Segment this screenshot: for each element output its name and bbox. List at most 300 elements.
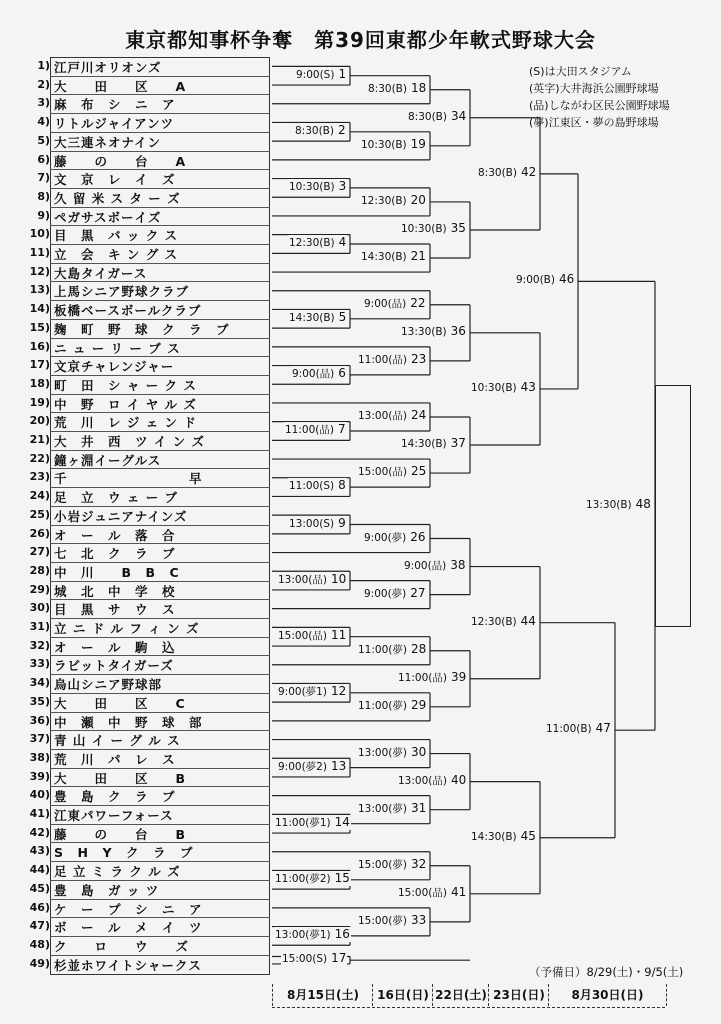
team-number: 16) bbox=[29, 339, 50, 353]
match-time: 8:30(B) bbox=[295, 124, 334, 137]
team-number: 1) bbox=[37, 59, 50, 72]
row-divider bbox=[50, 712, 270, 713]
match-label bbox=[363, 586, 427, 601]
team-number: 17) bbox=[29, 358, 50, 372]
match-label bbox=[288, 310, 347, 324]
row-divider bbox=[50, 263, 270, 264]
row-divider bbox=[50, 487, 270, 488]
team-name: 中 瀬 中 野 球 部 bbox=[54, 714, 203, 730]
team-name: 大 田 区 C bbox=[54, 695, 186, 711]
team-number: 18) bbox=[29, 376, 50, 390]
row-divider bbox=[50, 450, 270, 451]
team-number: 44) bbox=[29, 863, 50, 877]
team-name: 立 ニ ド ル フ ィ ン ズ bbox=[54, 621, 200, 636]
match-number: 36 bbox=[450, 323, 466, 338]
match-number: 3 bbox=[338, 178, 347, 193]
row-divider bbox=[50, 113, 270, 114]
match-number: 30 bbox=[410, 744, 427, 759]
match-label bbox=[360, 249, 427, 263]
team-name: 豊 島 ク ラ ブ bbox=[54, 789, 176, 805]
team-name: 城 北 中 学 校 bbox=[54, 583, 176, 599]
match-time: 9:00(品) bbox=[292, 367, 335, 380]
legend-line: (S)は大田スタジアム bbox=[529, 65, 632, 78]
team-number: 20) bbox=[29, 414, 50, 428]
match-label bbox=[400, 221, 467, 235]
team-name: 青 山 イ ー グ ル ス bbox=[54, 733, 181, 749]
champion-box bbox=[655, 385, 691, 627]
row-divider bbox=[50, 749, 270, 750]
row-divider bbox=[50, 468, 270, 469]
match-time: 9:00(夢2) bbox=[278, 760, 327, 773]
match-time: 12:30(B) bbox=[289, 237, 335, 249]
match-time: 15:00(夢) bbox=[358, 914, 407, 927]
match-number: 14 bbox=[334, 814, 350, 829]
match-number: 16 bbox=[334, 926, 350, 941]
match-label bbox=[545, 721, 612, 735]
match-label bbox=[277, 572, 347, 587]
team-name: ラビットタイガーズ bbox=[54, 658, 174, 674]
match-label bbox=[274, 815, 351, 830]
row-divider bbox=[50, 244, 270, 245]
match-label bbox=[274, 871, 351, 886]
row-divider bbox=[50, 412, 270, 413]
match-label bbox=[357, 464, 427, 479]
team-name: 江戸川オリオンズ bbox=[54, 60, 162, 75]
team-name: 中 野 ロ イ ヤ ル ズ bbox=[54, 396, 197, 412]
row-divider bbox=[50, 637, 270, 638]
team-name: 豊 島 ガ ッ ツ bbox=[54, 882, 160, 898]
match-label bbox=[363, 296, 427, 311]
match-number: 45 bbox=[520, 828, 536, 843]
match-time: 10:30(B) bbox=[401, 222, 447, 235]
match-time: 9:00(夢) bbox=[364, 531, 407, 544]
row-divider bbox=[50, 394, 270, 395]
match-time: 11:00(夢2) bbox=[275, 872, 331, 885]
match-number: 48 bbox=[635, 496, 651, 511]
match-time: 8:30(B) bbox=[408, 110, 447, 123]
match-number: 19 bbox=[410, 136, 426, 151]
match-label bbox=[281, 951, 347, 965]
team-number: 30) bbox=[29, 601, 50, 615]
match-time: 11:00(夢) bbox=[358, 699, 407, 712]
match-time: 10:30(B) bbox=[361, 138, 407, 151]
page-title: 東京都知事杯争奪 第39回東都少年軟式野球大会 bbox=[125, 28, 596, 52]
row-divider bbox=[50, 824, 270, 825]
reserve-days: （予備日）8/29(土)・9/5(土) bbox=[529, 965, 684, 979]
row-divider bbox=[50, 525, 270, 526]
team-number: 14) bbox=[29, 302, 50, 316]
row-divider bbox=[50, 281, 270, 282]
match-number: 42 bbox=[520, 164, 537, 179]
team-name: ク ロ ウ ズ bbox=[54, 938, 190, 954]
row-divider bbox=[50, 599, 270, 600]
team-name: 荒 川 レ ジ ェ ン ド bbox=[54, 415, 197, 431]
match-time: 11:00(夢) bbox=[358, 643, 407, 656]
team-name: 立 会 キ ン グ ス bbox=[54, 247, 179, 262]
match-time: 15:00(品) bbox=[398, 886, 447, 899]
match-number: 22 bbox=[410, 295, 426, 310]
match-label bbox=[277, 684, 347, 699]
match-time: 14:30(B) bbox=[401, 438, 447, 451]
team-name: オ ー ル 駒 込 bbox=[54, 639, 176, 655]
match-number: 15 bbox=[334, 870, 350, 885]
match-number: 11 bbox=[330, 627, 347, 642]
row-divider bbox=[50, 151, 270, 152]
match-label bbox=[357, 745, 427, 760]
team-number: 38) bbox=[29, 750, 50, 764]
team-number: 3) bbox=[37, 96, 50, 110]
match-number: 37 bbox=[450, 436, 466, 451]
team-name: 久 留 米 ス タ ー ズ bbox=[54, 190, 181, 206]
match-label bbox=[357, 352, 427, 367]
row-divider bbox=[50, 300, 270, 301]
team-number: 37) bbox=[29, 732, 50, 746]
team-number: 41) bbox=[29, 807, 50, 820]
match-label bbox=[357, 913, 427, 928]
team-number: 40) bbox=[29, 788, 50, 802]
match-number: 1 bbox=[338, 66, 347, 81]
row-divider bbox=[50, 581, 270, 582]
row-divider bbox=[50, 674, 270, 675]
match-number: 4 bbox=[338, 235, 347, 249]
team-number: 22) bbox=[29, 451, 50, 465]
team-name: 上馬シニア野球クラブ bbox=[54, 284, 190, 300]
match-time: 9:00(B) bbox=[516, 274, 555, 287]
row-divider bbox=[50, 936, 270, 937]
match-label bbox=[400, 436, 467, 450]
match-number: 25 bbox=[410, 464, 427, 479]
team-name: 足 立 ミ ラ ク ル ズ bbox=[54, 864, 181, 880]
match-number: 32 bbox=[410, 856, 427, 871]
match-time: 14:30(B) bbox=[471, 830, 517, 843]
match-time: 8:30(B) bbox=[478, 166, 517, 179]
match-label bbox=[397, 885, 467, 900]
team-name: S H Y ク ラ ブ bbox=[54, 845, 194, 861]
row-divider bbox=[50, 768, 270, 769]
match-number: 9 bbox=[338, 515, 346, 530]
match-time: 12:30(B) bbox=[361, 194, 407, 207]
match-number: 47 bbox=[595, 721, 611, 736]
date-cell: 8月15日(土) bbox=[272, 984, 373, 1006]
team-name: オ ー ル 落 合 bbox=[54, 527, 176, 543]
match-label bbox=[397, 773, 467, 788]
match-number: 27 bbox=[410, 585, 426, 600]
row-divider bbox=[50, 76, 270, 77]
match-label bbox=[470, 380, 537, 394]
team-number: 9) bbox=[37, 208, 50, 222]
team-name: 荒 川 パ レ ス bbox=[54, 751, 176, 767]
match-time: 11:00(B) bbox=[546, 723, 592, 736]
row-divider bbox=[50, 375, 270, 376]
team-number: 13) bbox=[29, 283, 50, 297]
team-number: 19) bbox=[29, 395, 50, 409]
team-number: 46) bbox=[29, 900, 50, 914]
row-divider bbox=[50, 562, 270, 563]
row-divider bbox=[50, 805, 270, 806]
match-number: 40 bbox=[450, 772, 467, 787]
row-divider bbox=[50, 655, 270, 656]
match-time: 14:30(B) bbox=[289, 311, 335, 324]
match-time: 13:30(B) bbox=[401, 325, 447, 338]
match-time: 11:00(S) bbox=[289, 480, 335, 493]
match-label bbox=[274, 927, 351, 942]
venue-legend bbox=[529, 63, 670, 131]
match-time: 15:00(品) bbox=[278, 629, 327, 642]
row-divider bbox=[50, 618, 270, 619]
team-number: 25) bbox=[29, 507, 50, 521]
match-number: 2 bbox=[337, 122, 346, 137]
match-time: 15:00(品) bbox=[358, 466, 407, 479]
row-divider bbox=[50, 431, 270, 432]
match-number: 17 bbox=[331, 951, 347, 966]
team-number: 39) bbox=[29, 769, 50, 783]
match-number: 26 bbox=[410, 529, 426, 544]
match-number: 5 bbox=[338, 309, 347, 324]
row-divider bbox=[50, 842, 270, 843]
team-name: 千 早 bbox=[54, 471, 203, 487]
match-time: 11:00(夢1) bbox=[275, 816, 331, 829]
match-number: 34 bbox=[450, 108, 467, 123]
team-number: 34) bbox=[29, 676, 50, 690]
match-time: 14:30(B) bbox=[361, 251, 407, 264]
match-number: 23 bbox=[410, 351, 427, 366]
match-label bbox=[470, 614, 537, 628]
match-number: 33 bbox=[410, 912, 427, 927]
row-divider bbox=[50, 169, 270, 170]
match-time: 10:30(B) bbox=[471, 381, 517, 394]
match-time: 13:00(夢1) bbox=[275, 928, 331, 941]
date-cell: 8月30日(日) bbox=[548, 984, 667, 1006]
match-number: 18 bbox=[410, 80, 427, 95]
match-time: 11:00(品) bbox=[285, 424, 334, 436]
team-name: 町 田 シ ャ ー ク ス bbox=[54, 377, 197, 393]
team-number: 6) bbox=[37, 152, 50, 166]
team-number: 29) bbox=[29, 582, 50, 596]
team-name: 中 川 B B C bbox=[54, 564, 180, 580]
match-time: 15:00(S) bbox=[282, 953, 328, 966]
team-number: 5) bbox=[37, 133, 50, 147]
team-name: 藤 の 台 A bbox=[54, 153, 187, 169]
row-divider bbox=[50, 94, 270, 95]
team-name: 大 田 区 B bbox=[54, 770, 187, 786]
team-name: 麻 布 シ ニ ア bbox=[54, 97, 176, 113]
row-divider bbox=[50, 338, 270, 339]
match-time: 10:30(B) bbox=[289, 180, 335, 193]
match-time: 11:00(品) bbox=[358, 353, 407, 366]
row-divider bbox=[50, 356, 270, 357]
match-number: 46 bbox=[558, 272, 575, 287]
match-number: 29 bbox=[410, 697, 427, 712]
team-name: 麹 町 野 球 ク ラ ブ bbox=[54, 321, 230, 337]
match-number: 39 bbox=[450, 669, 467, 684]
match-number: 6 bbox=[338, 365, 346, 380]
row-divider bbox=[50, 917, 270, 918]
team-number: 2) bbox=[37, 77, 50, 91]
match-label bbox=[515, 272, 575, 286]
team-number: 27) bbox=[29, 545, 50, 559]
team-name: 大 田 区 A bbox=[54, 78, 187, 94]
row-divider bbox=[50, 319, 270, 320]
team-name: 大島タイガース bbox=[54, 265, 148, 281]
match-number: 20 bbox=[410, 192, 426, 207]
date-cell: 22日(土) bbox=[432, 984, 489, 1006]
match-label bbox=[288, 179, 347, 193]
match-label bbox=[357, 857, 427, 872]
row-divider bbox=[50, 899, 270, 900]
date-row-underline bbox=[272, 1007, 665, 1008]
match-label bbox=[360, 137, 427, 151]
match-label bbox=[295, 67, 347, 81]
legend-line: (夢)江東区・夢の島野球場 bbox=[529, 116, 659, 129]
match-number: 12 bbox=[330, 683, 347, 698]
match-time: 13:00(品) bbox=[398, 774, 447, 787]
team-name: ペガサスボーイズ bbox=[54, 209, 162, 225]
match-label bbox=[357, 642, 427, 657]
match-label bbox=[277, 759, 347, 774]
team-name: 板橋ベースボールクラブ bbox=[54, 303, 202, 319]
match-label bbox=[357, 801, 427, 816]
team-number: 45) bbox=[29, 881, 50, 895]
match-label bbox=[284, 422, 347, 437]
match-time: 13:30(B) bbox=[586, 498, 632, 511]
row-divider bbox=[50, 693, 270, 694]
row-divider bbox=[50, 786, 270, 787]
match-label bbox=[360, 193, 427, 207]
match-time: 12:30(B) bbox=[471, 615, 517, 628]
match-time: 9:00(夢) bbox=[364, 587, 407, 600]
match-label bbox=[288, 235, 347, 249]
match-label bbox=[407, 109, 467, 123]
team-number: 24) bbox=[29, 489, 50, 503]
match-time: 13:00(品) bbox=[278, 573, 327, 586]
match-time: 9:00(S) bbox=[296, 68, 335, 81]
row-divider bbox=[50, 207, 270, 208]
legend-line: (英字)大井海浜公園野球場 bbox=[529, 82, 659, 95]
match-label bbox=[288, 478, 347, 492]
match-time: 13:00(夢) bbox=[358, 746, 407, 759]
team-number: 8) bbox=[37, 189, 50, 203]
team-name: ケ ー プ シ ニ ア bbox=[54, 901, 203, 917]
match-number: 35 bbox=[450, 220, 466, 235]
row-divider bbox=[50, 506, 270, 507]
row-divider bbox=[50, 861, 270, 862]
row-divider bbox=[50, 188, 270, 189]
match-number: 13 bbox=[330, 758, 347, 773]
team-name: 杉並ホワイトシャークス bbox=[54, 957, 202, 973]
match-label bbox=[363, 530, 427, 545]
team-number: 28) bbox=[29, 563, 50, 577]
match-number: 31 bbox=[410, 800, 427, 815]
team-number: 11) bbox=[29, 246, 50, 259]
match-time: 11:00(品) bbox=[398, 671, 447, 684]
row-divider bbox=[50, 955, 270, 956]
team-name: 七 北 ク ラ ブ bbox=[54, 546, 176, 562]
match-number: 8 bbox=[338, 478, 346, 493]
match-number: 21 bbox=[410, 249, 426, 264]
team-name: ニ ュ ー リ ー ブ ス bbox=[54, 340, 181, 356]
match-number: 24 bbox=[410, 407, 427, 422]
match-label bbox=[277, 628, 347, 643]
match-label bbox=[357, 408, 427, 423]
team-number: 26) bbox=[29, 526, 50, 540]
match-number: 7 bbox=[337, 422, 346, 436]
team-name: 大三連ネオナイン bbox=[54, 134, 162, 150]
team-name: 文京チャレンジャー bbox=[54, 359, 175, 375]
team-number: 35) bbox=[29, 694, 50, 708]
match-label bbox=[294, 123, 347, 137]
match-time: 9:00(夢1) bbox=[278, 685, 327, 698]
match-number: 44 bbox=[520, 613, 536, 628]
match-label bbox=[403, 558, 467, 573]
team-number: 23) bbox=[29, 470, 50, 484]
match-time: 15:00(夢) bbox=[358, 858, 407, 871]
match-label bbox=[357, 698, 427, 713]
team-name: 目 黒 サ ウ ス bbox=[54, 602, 176, 618]
date-row bbox=[272, 984, 665, 1008]
row-divider bbox=[50, 132, 270, 133]
match-number: 38 bbox=[450, 557, 466, 572]
match-number: 28 bbox=[410, 641, 427, 656]
match-number: 41 bbox=[450, 884, 467, 899]
team-number: 4) bbox=[37, 115, 50, 129]
team-number: 21) bbox=[29, 433, 50, 446]
match-label bbox=[397, 670, 467, 685]
match-label bbox=[470, 829, 537, 843]
team-name: リトルジャイアンツ bbox=[54, 116, 175, 132]
team-number: 33) bbox=[29, 657, 50, 671]
row-divider bbox=[50, 543, 270, 544]
team-name: 足 立 ウ ェ ー ブ bbox=[54, 490, 179, 506]
row-divider bbox=[50, 880, 270, 881]
row-divider bbox=[50, 225, 270, 226]
team-number: 10) bbox=[29, 227, 50, 241]
team-name: 文 京 レ イ ズ bbox=[54, 172, 176, 188]
team-number: 43) bbox=[29, 844, 50, 858]
team-name: 小岩ジュニアナインズ bbox=[54, 508, 188, 524]
row-divider bbox=[50, 730, 270, 731]
match-label bbox=[291, 366, 347, 381]
team-number: 7) bbox=[37, 171, 50, 185]
match-time: 8:30(B) bbox=[368, 82, 407, 95]
date-cell: 23日(日) bbox=[488, 984, 549, 1006]
team-number: 48) bbox=[29, 937, 50, 951]
legend-line: (品)しながわ区民公園野球場 bbox=[529, 99, 670, 112]
team-name: 鐘ヶ淵イーグルス bbox=[54, 452, 162, 468]
match-label bbox=[585, 497, 652, 511]
team-number: 36) bbox=[29, 713, 50, 727]
match-number: 43 bbox=[520, 379, 536, 394]
match-time: 13:00(夢) bbox=[358, 802, 407, 815]
date-cell: 16日(日) bbox=[372, 984, 433, 1006]
match-number: 10 bbox=[330, 571, 347, 586]
match-label bbox=[400, 324, 467, 338]
team-name: 大 井 西 ツ イ ン ズ bbox=[54, 434, 206, 449]
team-number: 32) bbox=[29, 638, 50, 652]
match-time: 9:00(品) bbox=[404, 559, 447, 572]
team-name: 藤 の 台 B bbox=[54, 826, 187, 842]
team-name: ボ ー ル メ イ ツ bbox=[54, 920, 203, 936]
match-label bbox=[288, 516, 347, 530]
match-label bbox=[477, 165, 537, 179]
team-number: 31) bbox=[29, 620, 50, 633]
match-time: 9:00(品) bbox=[364, 297, 407, 310]
team-name: 江東パワーフォース bbox=[54, 808, 174, 823]
team-number: 49) bbox=[29, 956, 50, 970]
team-number: 15) bbox=[29, 320, 50, 334]
team-number: 12) bbox=[29, 264, 50, 278]
match-label bbox=[367, 81, 427, 95]
team-name: 目 黒 バ ッ ク ス bbox=[54, 228, 179, 244]
